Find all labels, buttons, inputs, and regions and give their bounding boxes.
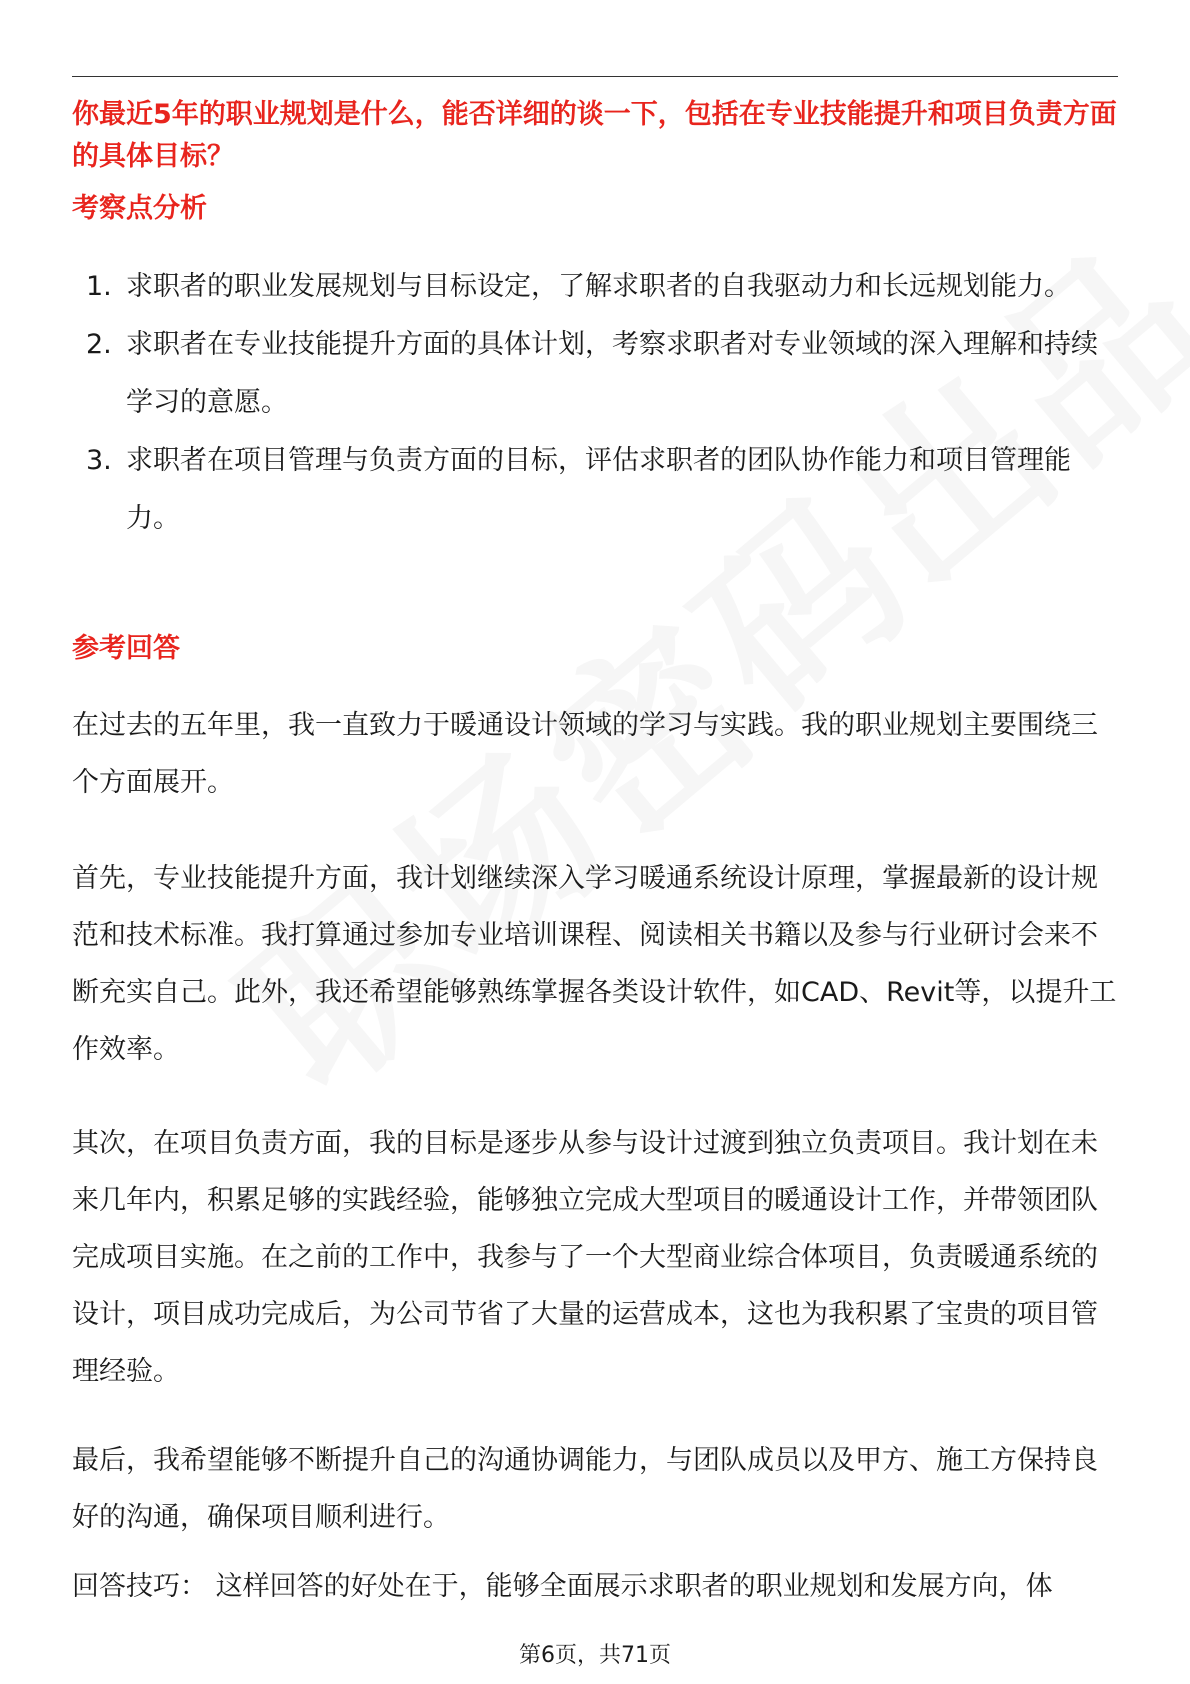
point-text: 求职者的职业发展规划与目标设定，了解求职者的自我驱动力和长远规划能力。 <box>126 271 1071 302</box>
answer-paragraph: 首先，专业技能提升方面，我计划继续深入学习暖通系统设计原理，掌握最新的设计规范和技术标准。我打算通过参加专业培训课程、阅读相关书籍以及参与行业研讨会来不断充实自己。此外，我还希望能够熟练掌握各类设计软件，如CAD、Revit等，以提升工作效率。 <box>72 863 1117 1065</box>
analysis-point <box>72 316 1118 432</box>
point-number: 1. <box>86 271 112 302</box>
analysis-point <box>72 432 1118 548</box>
answer-tips: 回答技巧： 这样回答的好处在于，能够全面展示求职者的职业规划和发展方向，体 <box>72 1571 1053 1602</box>
point-number: 3. <box>86 445 112 476</box>
question-title: 你最近5年的职业规划是什么，能否详细的谈一下，包括在专业技能提升和项目负责方面的具体目标？ <box>72 99 1117 172</box>
point-text: 求职者在专业技能提升方面的具体计划，考察求职者对专业领域的深入理解和持续学习的意愿。 <box>126 329 1098 418</box>
answer-heading: 参考回答 <box>72 633 180 664</box>
answer-paragraph: 最后，我希望能够不断提升自己的沟通协调能力，与团队成员以及甲方、施工方保持良好的沟通，确保项目顺利进行。 <box>72 1445 1098 1533</box>
analysis-points-list <box>72 258 1118 548</box>
analysis-point <box>72 258 1118 316</box>
analysis-heading: 考察点分析 <box>72 193 207 224</box>
answer-paragraph: 在过去的五年里，我一直致力于暖通设计领域的学习与实践。我的职业规划主要围绕三个方面展开。 <box>72 710 1098 798</box>
page-number: 第6页，共71页 <box>519 1643 671 1668</box>
point-text: 求职者在项目管理与负责方面的目标，评估求职者的团队协作能力和项目管理能力。 <box>126 445 1071 534</box>
answer-paragraph: 其次，在项目负责方面，我的目标是逐步从参与设计过渡到独立负责项目。我计划在未来几年内，积累足够的实践经验，能够独立完成大型项目的暖通设计工作，并带领团队完成项目实施。在之前的工作中，我参与了一个大型商业综合体项目，负责暖通系统的设计，项目成功完成后，为公司节省了大量的运营成本，这也为我积累了宝贵的项目管理经验。 <box>72 1128 1098 1387</box>
top-divider <box>72 76 1118 77</box>
point-number: 2. <box>86 329 112 360</box>
